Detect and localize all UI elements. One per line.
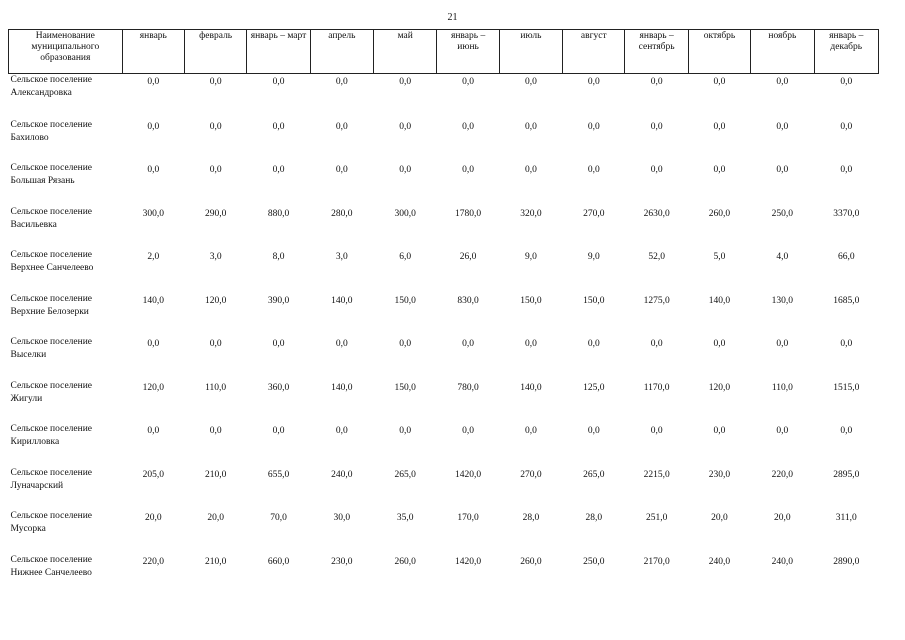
value-cell: 2170,0 [643,556,670,567]
value-cell: 150,0 [394,295,416,306]
value-cell: 6,0 [399,252,412,262]
value-cell: 0,0 [524,339,537,349]
value-cell: 70,0 [270,513,287,523]
municipality-name: Сельское поселение Кирилловка [10,424,93,447]
value-cell: 0,0 [209,121,222,132]
municipality-name: Сельское поселение Верхнее Санчелеево [10,250,94,273]
value-cell: 20,0 [711,513,728,523]
value-cell: 2890,0 [833,556,860,567]
value-cell: 150,0 [520,295,542,306]
value-cell: 140,0 [142,295,164,306]
value-cell: 28,0 [522,513,540,523]
value-cell: 230,0 [708,469,731,480]
value-cell: 130,0 [771,295,794,306]
header-cell-period: май [374,30,437,74]
table-row [9,423,879,467]
value-cell: 0,0 [524,77,537,87]
municipality-name: Сельское поселение Жигули [10,380,93,404]
value-cell: 250,0 [583,556,605,567]
value-cell: 0,0 [524,121,537,132]
table-row [9,206,879,250]
value-cell: 1275,0 [643,295,670,306]
table-body [9,74,879,598]
value-cell: 20,0 [145,513,162,523]
value-cell: 220,0 [142,556,164,567]
value-cell: 0,0 [147,165,160,175]
value-cell: 140,0 [331,382,353,393]
value-cell: 0,0 [587,339,600,349]
value-cell: 110,0 [771,382,793,393]
value-cell: 0,0 [650,426,663,436]
value-cell: 1515,0 [833,382,860,393]
value-cell: 3,0 [335,252,348,262]
value-cell: 120,0 [204,295,227,306]
value-cell: 210,0 [204,469,227,480]
value-cell: 2,0 [147,252,160,262]
value-cell: 0,0 [462,77,475,87]
value-cell: 260,0 [394,556,416,567]
value-cell: 300,0 [394,208,416,219]
table-row [9,293,879,337]
value-cell: 0,0 [272,426,285,436]
value-cell: 140,0 [520,382,542,393]
table-row [9,162,879,206]
value-cell: 110,0 [205,382,227,393]
value-cell: 0,0 [840,77,853,87]
value-cell: 320,0 [520,208,542,219]
value-cell: 780,0 [457,382,479,393]
value-cell: 0,0 [776,165,789,175]
page-number: 21 [447,12,458,23]
value-cell: 240,0 [708,556,731,567]
value-cell: 0,0 [147,339,160,349]
value-cell: 240,0 [331,469,353,480]
value-cell: 1420,0 [455,469,482,480]
value-cell: 9,0 [587,252,600,262]
value-cell: 220,0 [771,469,794,480]
value-cell: 52,0 [648,252,665,262]
municipality-name: Сельское поселение Выселки [10,337,93,360]
header-cell-period: январь – декабрь [814,30,878,74]
value-cell: 1420,0 [455,556,482,567]
value-cell: 30,0 [333,513,351,523]
municipality-name: Сельское поселение Нижнее Санчелеево [10,554,93,578]
value-cell: 260,0 [520,556,542,567]
value-cell: 0,0 [650,121,663,132]
value-cell: 0,0 [399,339,412,349]
municipality-name: Сельское поселение Александровка [10,75,93,98]
value-cell: 120,0 [142,382,164,393]
table-row [9,119,879,163]
value-cell: 0,0 [587,121,600,132]
value-cell: 260,0 [708,208,731,219]
value-cell: 280,0 [331,208,353,219]
data-table [8,29,879,597]
value-cell: 0,0 [147,426,160,436]
value-cell: 0,0 [524,426,537,436]
value-cell: 0,0 [713,339,726,349]
header-cell-period: июль [499,30,562,74]
table-row [9,554,879,598]
value-cell: 311,0 [835,513,857,523]
table-header [9,30,879,74]
value-cell: 5,0 [713,252,726,262]
value-cell: 66,0 [837,252,855,262]
value-cell: 0,0 [272,121,285,132]
value-cell: 0,0 [650,339,663,349]
table-row [9,467,879,511]
value-cell: 0,0 [335,165,348,175]
value-cell: 0,0 [335,121,348,132]
value-cell: 660,0 [267,556,290,567]
value-cell: 270,0 [583,208,605,219]
value-cell: 0,0 [462,165,475,175]
value-cell: 150,0 [583,295,605,306]
header-cell-period: январь – март [247,30,310,74]
value-cell: 1170,0 [643,382,670,393]
value-cell: 0,0 [209,426,222,436]
value-cell: 3370,0 [833,208,860,219]
value-cell: 0,0 [650,77,663,87]
value-cell: 0,0 [147,77,160,87]
table-row [9,74,879,119]
header-cell-period: апрель [310,30,373,74]
value-cell: 270,0 [520,469,542,480]
table-row [9,336,879,380]
value-cell: 0,0 [587,77,600,87]
municipality-name: Сельское поселение Луначарский [10,467,93,491]
value-cell: 0,0 [335,77,348,87]
value-cell: 0,0 [713,165,726,175]
header-cell-period: январь [122,30,184,74]
value-cell: 20,0 [774,513,791,523]
value-cell: 0,0 [462,339,475,349]
value-cell: 4,0 [776,252,789,262]
value-cell: 0,0 [776,77,789,87]
value-cell: 0,0 [776,426,789,436]
value-cell: 20,0 [207,513,224,523]
value-cell: 880,0 [267,208,290,219]
value-cell: 265,0 [583,469,605,480]
value-cell: 0,0 [776,339,789,349]
value-cell: 0,0 [713,426,726,436]
table-row [9,510,879,554]
header-row [9,30,879,74]
value-cell: 0,0 [272,165,285,175]
value-cell: 140,0 [708,295,731,306]
value-cell: 1780,0 [455,208,482,219]
value-cell: 0,0 [840,165,853,175]
value-cell: 3,0 [209,252,222,262]
header-cell-period: январь – июнь [437,30,499,74]
value-cell: 0,0 [399,426,412,436]
value-cell: 240,0 [771,556,794,567]
header-cell-period: август [563,30,625,74]
value-cell: 140,0 [331,295,353,306]
value-cell: 0,0 [587,426,600,436]
value-cell: 0,0 [147,121,160,132]
value-cell: 2215,0 [643,469,670,480]
municipality-name: Сельское поселение Верхние Белозерки [10,293,93,317]
value-cell: 0,0 [713,77,726,87]
value-cell: 655,0 [267,469,290,480]
value-cell: 205,0 [142,469,164,480]
value-cell: 0,0 [272,77,285,87]
value-cell: 1685,0 [833,295,860,306]
value-cell: 0,0 [650,165,663,175]
header-cell-period: январь – сентябрь [625,30,688,74]
value-cell: 251,0 [645,513,668,523]
value-cell: 120,0 [708,382,731,393]
value-cell: 0,0 [335,339,348,349]
value-cell: 0,0 [462,121,475,132]
table-row [9,380,879,424]
table-row [9,249,879,293]
value-cell: 0,0 [776,121,789,132]
value-cell: 0,0 [209,165,222,175]
value-cell: 230,0 [331,556,353,567]
value-cell: 0,0 [209,339,222,349]
value-cell: 28,0 [585,513,603,523]
value-cell: 2895,0 [833,469,860,480]
value-cell: 0,0 [587,165,600,175]
value-cell: 0,0 [462,426,475,436]
municipality-name: Сельское поселение Мусорка [10,511,93,534]
value-cell: 9,0 [524,252,537,262]
value-cell: 360,0 [267,382,290,393]
value-cell: 250,0 [771,208,794,219]
value-cell: 170,0 [457,513,479,523]
value-cell: 300,0 [142,208,164,219]
value-cell: 265,0 [394,469,416,480]
value-cell: 0,0 [399,165,412,175]
municipality-name: Сельское поселение Бахилово [10,119,93,143]
header-cell-period: октябрь [688,30,750,74]
value-cell: 0,0 [840,426,853,436]
value-cell: 35,0 [396,513,414,523]
value-cell: 0,0 [524,165,537,175]
value-cell: 8,0 [272,252,285,262]
value-cell: 0,0 [399,77,412,87]
value-cell: 0,0 [272,339,285,349]
municipality-name: Сельское поселение Большая Рязань [10,163,93,186]
value-cell: 0,0 [209,77,222,87]
value-cell: 830,0 [457,295,479,306]
value-cell: 290,0 [204,208,227,219]
value-cell: 0,0 [335,426,348,436]
value-cell: 26,0 [459,252,477,262]
header-cell-period: ноябрь [751,30,814,74]
header-cell-name: Наименование муниципального образования [9,30,123,74]
header-cell-period: февраль [184,30,246,74]
value-cell: 390,0 [267,295,290,306]
value-cell: 0,0 [713,121,726,132]
value-cell: 0,0 [840,121,853,132]
value-cell: 210,0 [204,556,227,567]
value-cell: 150,0 [394,382,416,393]
municipality-name: Сельское поселение Васильевка [10,206,93,230]
value-cell: 0,0 [840,339,853,349]
value-cell: 0,0 [399,121,412,132]
value-cell: 2630,0 [643,208,670,219]
value-cell: 125,0 [583,382,605,393]
